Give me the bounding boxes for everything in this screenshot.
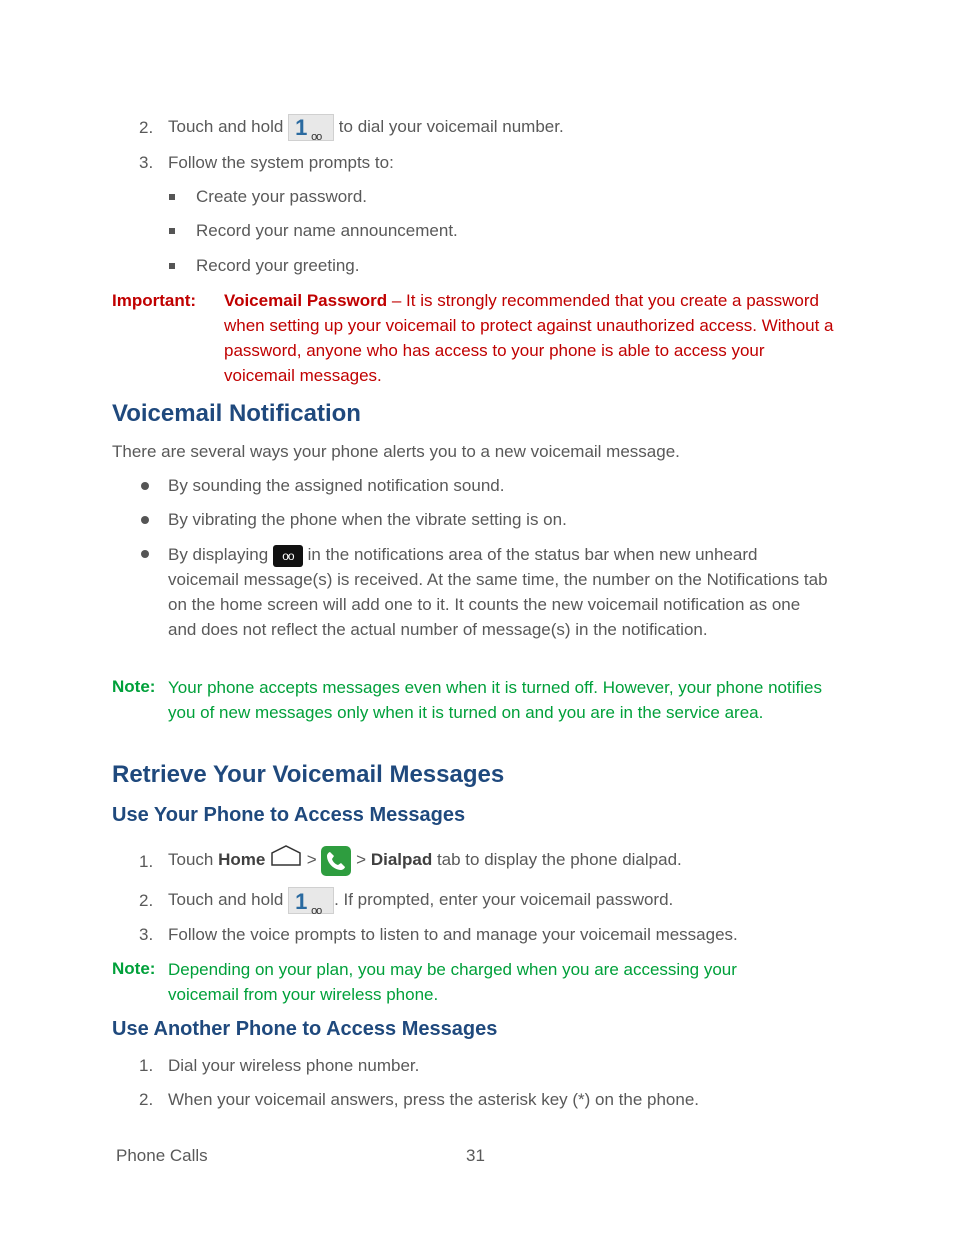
- footer-section-name: Phone Calls: [116, 1146, 208, 1165]
- dialpad-label: Dialpad: [370, 850, 433, 869]
- voicemail-notification-icon: oo: [273, 545, 303, 567]
- list-number: 2.: [139, 118, 154, 137]
- intro-text: There are several ways your phone alerts you to a new voicemail message.: [112, 442, 680, 461]
- note-label: Note:: [112, 677, 156, 696]
- list-item: Touch and hold 1 oo . If prompted, enter your voicemail password.: [168, 889, 674, 918]
- phone-app-icon: [321, 846, 351, 876]
- sub-bullet-item: Create your password.: [196, 187, 368, 206]
- important-label: Important:: [112, 291, 197, 310]
- home-icon: [270, 841, 302, 881]
- sub-bullet-item: Record your name announcement.: [196, 221, 458, 240]
- list-number: 2.: [139, 891, 154, 910]
- note-text: Depending on your plan, you may be charged when you are accessing your voicemail from your wireless phone.: [168, 960, 737, 1004]
- bullet-item: By sounding the assigned notification sound.: [168, 476, 505, 495]
- square-bullet-icon: [169, 228, 175, 234]
- bullet-dot-icon: [141, 550, 149, 558]
- subsection-heading: Use Another Phone to Access Messages: [112, 1018, 498, 1040]
- list-item-text: Touch and hold: [168, 117, 284, 136]
- important-title: Voicemail Password: [224, 291, 388, 310]
- note-label: Note:: [112, 959, 156, 978]
- bullet-item: By vibrating the phone when the vibrate setting is on.: [168, 510, 567, 529]
- key-1-voicemail-icon: 1 oo: [288, 887, 334, 914]
- list-number: 1.: [139, 1056, 154, 1075]
- list-item: Follow the voice prompts to listen to and manage your voicemail messages.: [168, 925, 738, 944]
- list-number: 3.: [139, 925, 154, 944]
- key-1-voicemail-icon: 1 oo: [288, 114, 334, 141]
- bullet-dot-icon: [141, 516, 149, 524]
- section-heading: Voicemail Notification: [112, 400, 361, 427]
- bullet-item: By displaying oo in the notifications area of the status bar when new unheard voicemail message(s) is received. At the same time, the number on the Notifications tab on the home screen will add one to it. It counts the new voicemail notification as one and does not reflect the actual number of message(s) in the notification.: [168, 545, 828, 639]
- section-heading: Retrieve Your Voicemail Messages: [112, 761, 505, 788]
- list-item: When your voicemail answers, press the asterisk key (*) on the phone.: [168, 1090, 700, 1109]
- list-item: Dial your wireless phone number.: [168, 1056, 420, 1075]
- square-bullet-icon: [169, 194, 175, 200]
- list-number: 3.: [139, 153, 154, 172]
- list-number: 1.: [139, 852, 154, 871]
- bullet-dot-icon: [141, 482, 149, 490]
- list-item: Follow the system prompts to:: [168, 153, 394, 172]
- list-number: 2.: [139, 1090, 154, 1109]
- list-item: [168, 112, 564, 142]
- home-label: Home: [218, 850, 266, 869]
- subsection-heading: Use Your Phone to Access Messages: [112, 804, 466, 826]
- page-number: 31: [466, 1146, 485, 1165]
- list-item-text: to dial your voicemail number.: [338, 117, 564, 136]
- square-bullet-icon: [169, 263, 175, 269]
- sub-bullet-item: Record your greeting.: [196, 256, 360, 275]
- important-text: Voicemail Password – It is strongly recommended that you create a password when setting up your voicemail to protect against unauthorized access. Without a password, anyone who has access to your phone is able to access your voicemail messages.: [224, 291, 834, 385]
- list-item: Touch Home > > Dialpad tab to display the phone dialpad.: [168, 840, 682, 881]
- note-text: Your phone accepts messages even when it is turned off. However, your phone notifies you of new messages only when it is turned on and you are in the service area.: [168, 678, 822, 722]
